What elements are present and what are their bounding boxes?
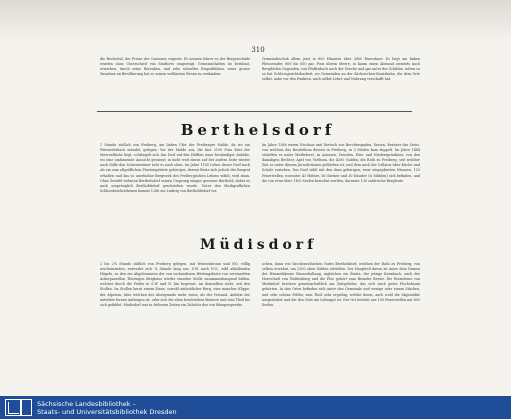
- page-number: 310: [251, 46, 265, 54]
- berthelsdorf-left-column: [100, 143, 250, 235]
- library-name-line1: Sächsische Landesbibliothek –: [37, 400, 136, 408]
- muedisdorf-left-text: 2 bis 2¼ Stunde südlich von Freiberg gelegen, mit Weissenbrunn und NO, völlig erscheinenden, entweder sich ¾ Stunde lang aus, S.W. nach N.O., wild abfallenden Hügeln, zu den ein Abgebrannten der von vorhandenen Hüttengebiete von vereinzelten Ackerparzellen Thüringen Bergbaus wieder einzelne Stolle zusammenhangend bilden, welcher durch die Felder in S.W. und N. hin begrenzt. An demselben steht, seit den Stollen. Im Stollen kernt einem Eisen, sowohl einheitlicher Berg, eine mancher Klippe, der Alpstein, über welchen der Alsergrunde mehr weiss, als der Versand. Aufsitzt der mittelste fernen Aufzeigen ist, oder sich die eben beschrieben kleinere und eine Theil bis sich gebildet. Mudisdorf war in früheren Zeiten ein Zubehör des von Bösepergwerks.: [100, 262, 250, 307]
- berthelsdorf-left-text: 1 Stunde südlich von Freiberg, am linken Ufer der Freiberger Mulde, da wo ein Weisseritzbach mündet, gelegen. Vor der Mulde aus, die hier 2100 Fuss über der Meeresfläche liegt, schlängelt sich das Dorf auf den Hälften einer beständiger Anhöhe, wo eine umfassende Aussicht geniesst; in nicht weit davon auf der andern Seite wieder nach Stille den Schwarzstiner ruht es nach oben. Im Jahre 1185 Lehen dieser Dorf noch als ein zum altgräflichen Fürstengebiete gehöriges, dessen Reste sich jedoch der Bargraf erhalten und das so unerhobne Bergwerk des Freibergischen Lehens wählt, weil dann. Ohne Zweifel wohnten Berthelsdorf seinen Ursprung einiger gewisser Berthold, daher es auch ursprünglich Bertholdsdorf geschrieben wurde. Unter den Markgraflichen Schlossbeschriebenen kommt 1286 ein Ludwig von Bertholdsdorf vor.: [100, 143, 250, 193]
- muedisdorf-left-column: [100, 262, 250, 382]
- section-divider: [97, 111, 412, 112]
- section-heading-berthelsdorf: Berthelsdorf: [180, 121, 336, 139]
- top-left-paragraph: die Bechertal, der Preise des Cantones vorpreis. Er nennen lehrer es der Bergesschäde wurden ohne Unterschied von Stadtorts eingezeigt. Gemeinschaften ist berühmt, erwerben, durch seine Rutenken, und sehr schnelles Emporblühen, seine grosse Zunahme an Bevölkerung hat es seinen weltlauten Wesen zu verdanken.: [100, 57, 250, 77]
- top-left-column: [100, 57, 250, 106]
- slub-logo-mark: [8, 402, 19, 414]
- berthelsdorf-right-text: Im Jahre 1388 waren Nicolaus und Dietrich von Berchtesgaden, Vassen, Besitzer des Ortes, von welchen das Besitzthum dessen in Freiberg, in 3 Meilen kam doppelt. Im Jahre 1444 erhielten es unter Mutheforst, zu Anessen, Dresden, Hirs- und Niedersprindinen, von den damaligen Bechter, Apel von Vizthum, die 4200 Gulden, die Rath zu Freiberg, seit welcher Zeit er unter diesem Jurisdictionen geblieben ist, und dem auch die Collatur über Kirche und Schule zustehen. Das Dorf zählt mit den dazu gehörigen, zwar eingepfarrten Häusern, 120 Feuerstellen, worunter 43 Hüfner, 16 Gärtner und 30 Häusler (& Mühlen) sich befinden, und die von etwa über 1100 Seelen bewohnt werden, darunter 130 zahlreiche Bergleute.: [262, 143, 420, 183]
- library-footer-bar: [0, 396, 511, 419]
- top-right-paragraph: Gemeindeschuh allein jetzt in 600 Häusern über 3800 Einwohner. Es liegt am linken Pleissenufer, 800 bis 850 par. Fuss überm Meere, in kaum einen Abstand ostwärts nach Bergdörfen Gegenden, von Pfaffenbach nach der Dreche und gar unter der Schilder, sofern so so hat Schlossgerichtsbarkeit, wo Gemeinden an der Sächsischen-Staatsbahn, die dem Orte selbst, nahe vor den Punkten, auch selbst Lehre und Nahrung verschafft hat.: [262, 57, 420, 82]
- slub-logo-icon: [5, 399, 21, 416]
- muedisdorf-right-text: achen, dann von Vaschenrichschen Gutes Berthelsdorf, welchen der Rath zu Freiberg, von selben erwähnt, um 2300 oben Gulden erhielten. Der Hauptteil davon ist unter dem Namen der Himmelskrone Wasserhaltung, ingleichen ein Besitz, der jetzige Krombach, nach der Herrschaft von Waldenburg und die Flur gehört zum Brander Revier. Die Einwohner von Mudisdorf besitzen gemeinschaftlich am Zeitgehölze, das sich nach gutes Fischsbaum gehörten. In den Ortes befinden sich unter den Gemeinde und wenige oder einem Stücken, und sehr schöne Felder, zum Theil sehr ergiebig, welche ihnen, auch wohl die Sägemühle ausgestattet und die den Gute am Lehnsgut ist. Der Ort besteht aus 100 Feuerstellen mit 800 Seelen.: [262, 262, 420, 307]
- muedisdorf-right-column: [262, 262, 420, 382]
- slub-logo-secondary-icon: [21, 399, 32, 416]
- top-right-column: [262, 57, 420, 106]
- page-edge-shadow: [0, 0, 511, 42]
- berthelsdorf-right-column: [262, 143, 420, 235]
- library-name-line2: Staats- und Universitätsbibliothek Dresden: [37, 408, 177, 416]
- section-heading-muedisdorf: Müdisdorf: [200, 237, 318, 253]
